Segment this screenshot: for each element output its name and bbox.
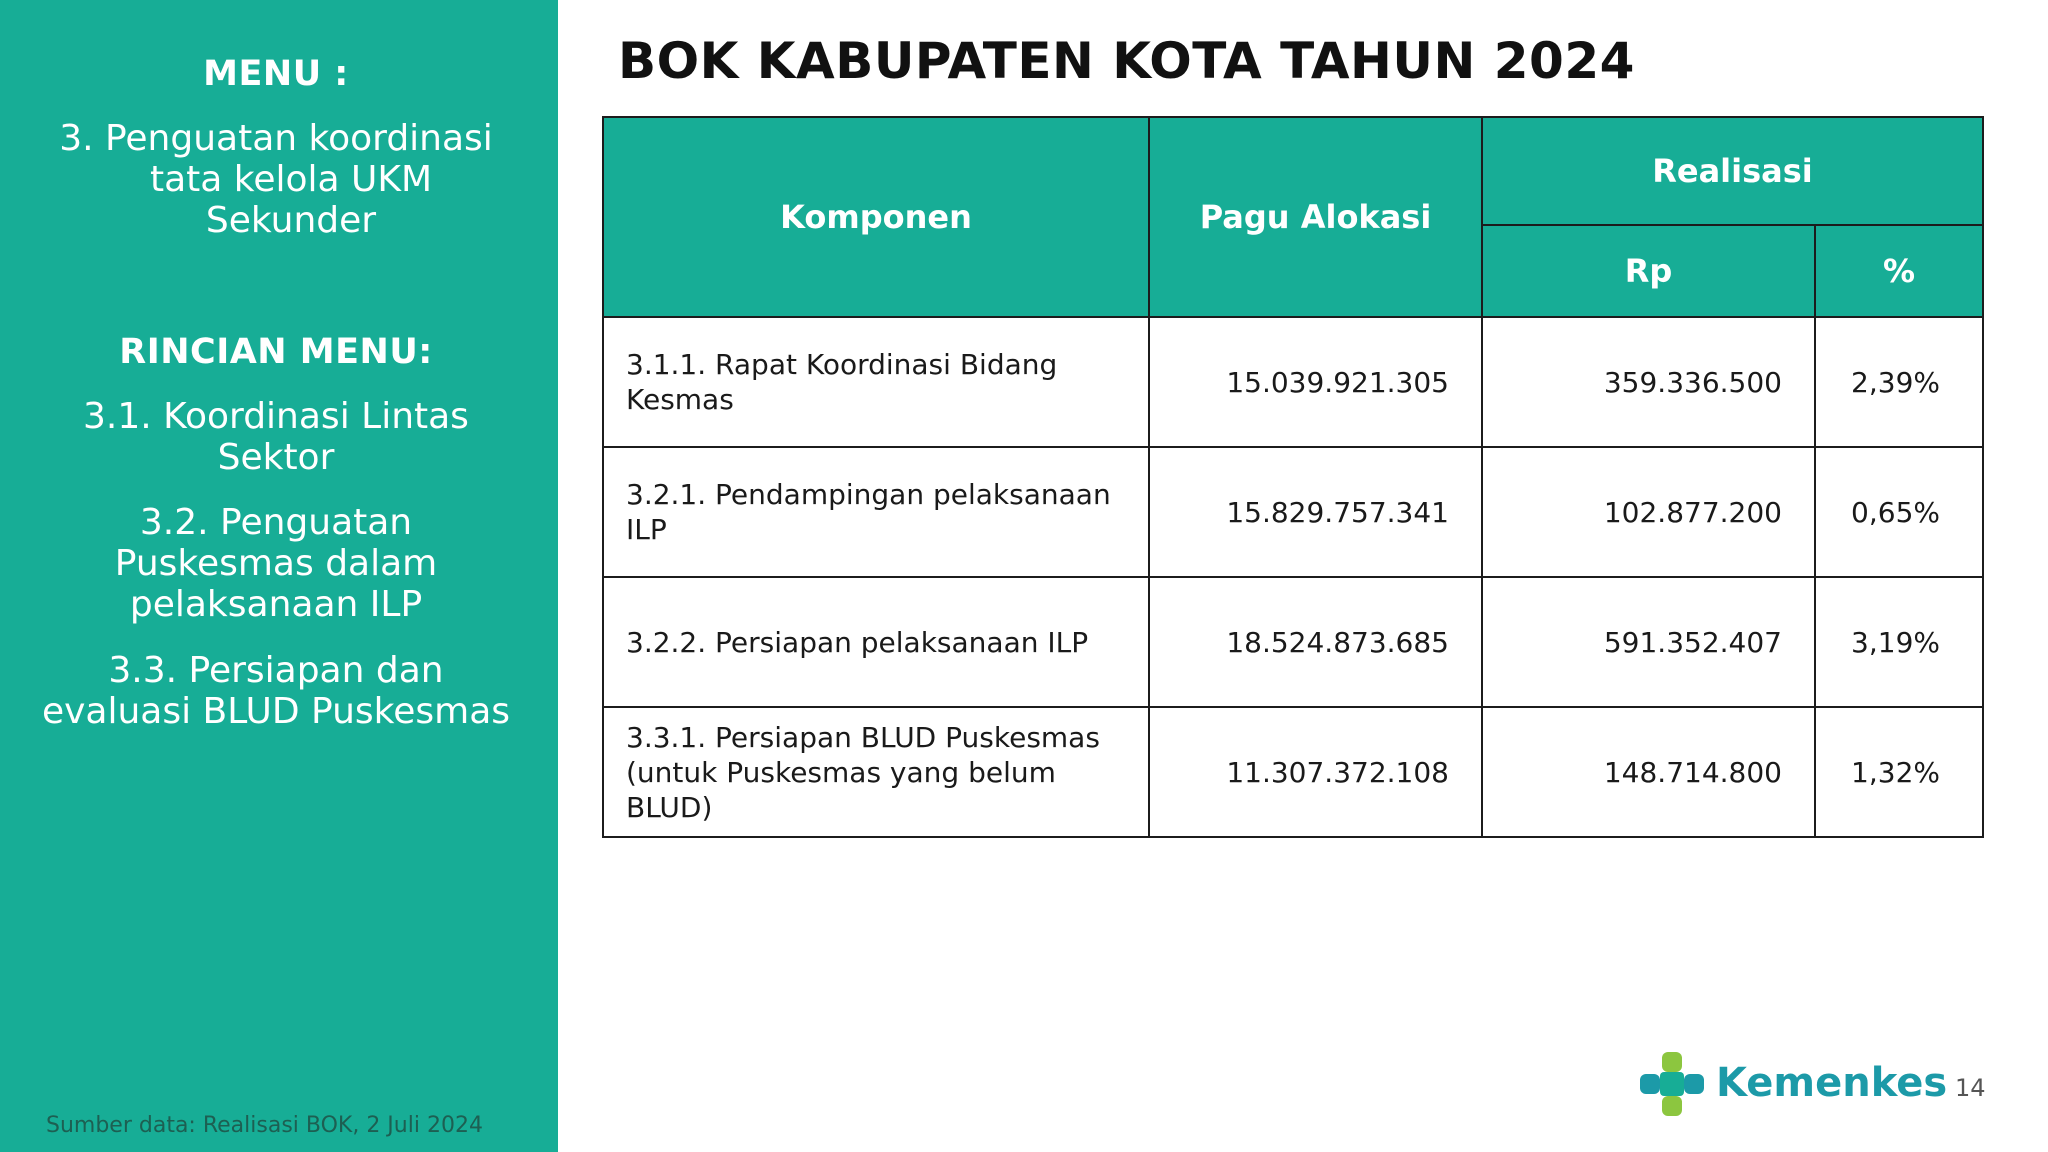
cell-pagu: 15.039.921.305	[1149, 317, 1482, 447]
kemenkes-logo-text: Kemenkes	[1716, 1060, 1948, 1106]
cell-rp: 359.336.500	[1482, 317, 1815, 447]
cell-rp: 148.714.800	[1482, 707, 1815, 837]
page-title: BOK KABUPATEN KOTA TAHUN 2024	[618, 32, 1635, 90]
komponen-line: BLUD)	[626, 790, 713, 824]
kemenkes-logo-icon	[1636, 1048, 1708, 1120]
menu-heading: MENU :	[203, 54, 349, 94]
rincian-item-line: 3.1. Koordinasi Lintas	[83, 396, 469, 437]
komponen-line: ILP	[626, 513, 667, 546]
budget-table	[602, 116, 1984, 838]
header-rp: Rp	[1482, 225, 1815, 317]
menu-item-line: 3. Penguatan koordinasi	[59, 118, 493, 159]
sidebar	[0, 0, 558, 1152]
cell-pagu: 15.829.757.341	[1149, 447, 1482, 577]
komponen-line: Kesmas	[626, 383, 734, 416]
rincian-item-line: Puskesmas dalam	[114, 543, 438, 584]
menu-item	[30, 118, 522, 241]
rincian-item-2	[30, 502, 522, 625]
rincian-item-line: pelaksanaan ILP	[129, 584, 423, 625]
page-number: 14	[1955, 1074, 1986, 1102]
cell-komponen	[603, 707, 1149, 837]
cell-percent: 2,39%	[1815, 317, 1983, 447]
cell-pagu: 11.307.372.108	[1149, 707, 1482, 837]
komponen-line: 3.1.1. Rapat Koordinasi Bidang	[626, 348, 1058, 381]
rincian-item-line: Sektor	[217, 437, 335, 478]
table-row	[603, 317, 1983, 447]
komponen-line: 3.2.1. Pendampingan pelaksanaan	[626, 478, 1111, 511]
cell-rp: 102.877.200	[1482, 447, 1815, 577]
header-komponen: Komponen	[603, 117, 1149, 317]
komponen-line: 3.2.2. Persiapan pelaksanaan ILP	[626, 625, 1089, 659]
header-percent: %	[1815, 225, 1983, 317]
cell-percent: 1,32%	[1815, 707, 1983, 837]
komponen-line: 3.3.1. Persiapan BLUD Puskesmas	[626, 720, 1100, 754]
rincian-heading: RINCIAN MENU:	[119, 332, 433, 372]
menu-item-line: tata kelola UKM	[149, 159, 433, 200]
rincian-item-line: 3.2. Penguatan	[139, 502, 413, 543]
table-row	[603, 707, 1983, 837]
cell-komponen	[603, 577, 1149, 707]
cell-pagu: 18.524.873.685	[1149, 577, 1482, 707]
cell-komponen	[603, 447, 1149, 577]
kemenkes-logo	[1636, 1048, 1948, 1120]
source-note: Sumber data: Realisasi BOK, 2 Juli 2024	[46, 1113, 483, 1138]
rincian-item-line: 3.3. Persiapan dan	[108, 650, 444, 691]
rincian-item-3	[30, 650, 522, 732]
rincian-item-1	[30, 396, 522, 478]
cell-percent: 0,65%	[1815, 447, 1983, 577]
table-row	[603, 577, 1983, 707]
rincian-item-line: evaluasi BLUD Puskesmas	[41, 691, 511, 732]
cell-komponen	[603, 317, 1149, 447]
cell-percent: 3,19%	[1815, 577, 1983, 707]
komponen-line: (untuk Puskesmas yang belum	[626, 755, 1056, 789]
table-row	[603, 447, 1983, 577]
menu-item-line: Sekunder	[205, 200, 377, 241]
cell-rp: 591.352.407	[1482, 577, 1815, 707]
header-pagu-alokasi: Pagu Alokasi	[1149, 117, 1482, 317]
header-realisasi: Realisasi	[1482, 117, 1983, 225]
